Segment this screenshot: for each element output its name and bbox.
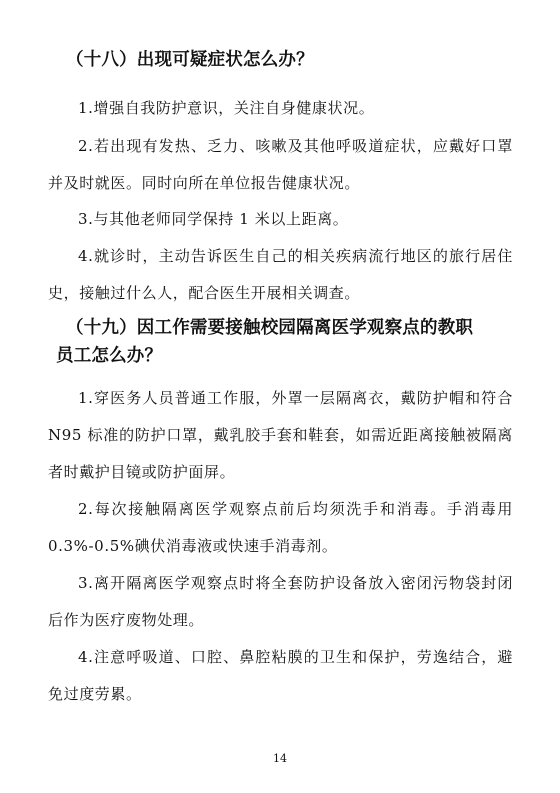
section-18-item-3-text: 3.与其他老师同学保持 1 米以上距离。 [78, 210, 349, 228]
section-19-heading-line-2: 员工怎么办？ [56, 346, 163, 366]
section-19-item-1 [48, 380, 513, 491]
section-18-item-2-text: 2.若出现有发热、乏力、咳嗽及其他呼吸道症状，应戴好口罩并及时就医。同时向所在单位报告健康状况。 [48, 137, 513, 192]
section-19-item-3 [48, 565, 513, 639]
section-19-item-4-text: 4.注意呼吸道、口腔、鼻腔粘膜的卫生和保护，劳逸结合，避免过度劳累。 [48, 648, 513, 703]
section-19-item-1-text: 1.穿医务人员普通工作服，外罩一层隔离衣，戴防护帽和符合 N95 标准的防护口罩，戴乳胶手套和鞋套，如需近距离接触被隔离者时戴护目镜或防护面屏。 [48, 389, 513, 481]
section-19-heading [56, 314, 526, 370]
section-18-item-1-text: 1.增强自我防护意识，关注自身健康状况。 [78, 99, 375, 117]
section-18-item-1 [48, 90, 513, 127]
section-19-item-2 [48, 491, 513, 565]
section-19-item-2-text: 2.每次接触隔离医学观察点前后均须洗手和消毒。手消毒用 0.3%-0.5%碘伏消毒液或快速手消毒剂。 [48, 500, 513, 555]
section-18-item-3 [48, 201, 513, 238]
section-19-heading-line-1: （十九）因工作需要接触校园隔离医学观察点的教职 [66, 318, 474, 338]
section-19-item-4 [48, 639, 513, 713]
section-19-item-3-text: 3.离开隔离医学观察点时将全套防护设备放入密闭污物袋封闭后作为医疗废物处理。 [48, 574, 513, 629]
section-18-item-2 [48, 128, 513, 202]
section-18-item-4-text: 4.就诊时，主动告诉医生自己的相关疾病流行地区的旅行居住史，接触过什么人，配合医生开展相关调查。 [48, 247, 513, 302]
page-number: 14 [273, 752, 287, 765]
section-18-heading: （十八）出现可疑症状怎么办？ [66, 50, 314, 70]
section-18-item-4 [48, 238, 513, 312]
